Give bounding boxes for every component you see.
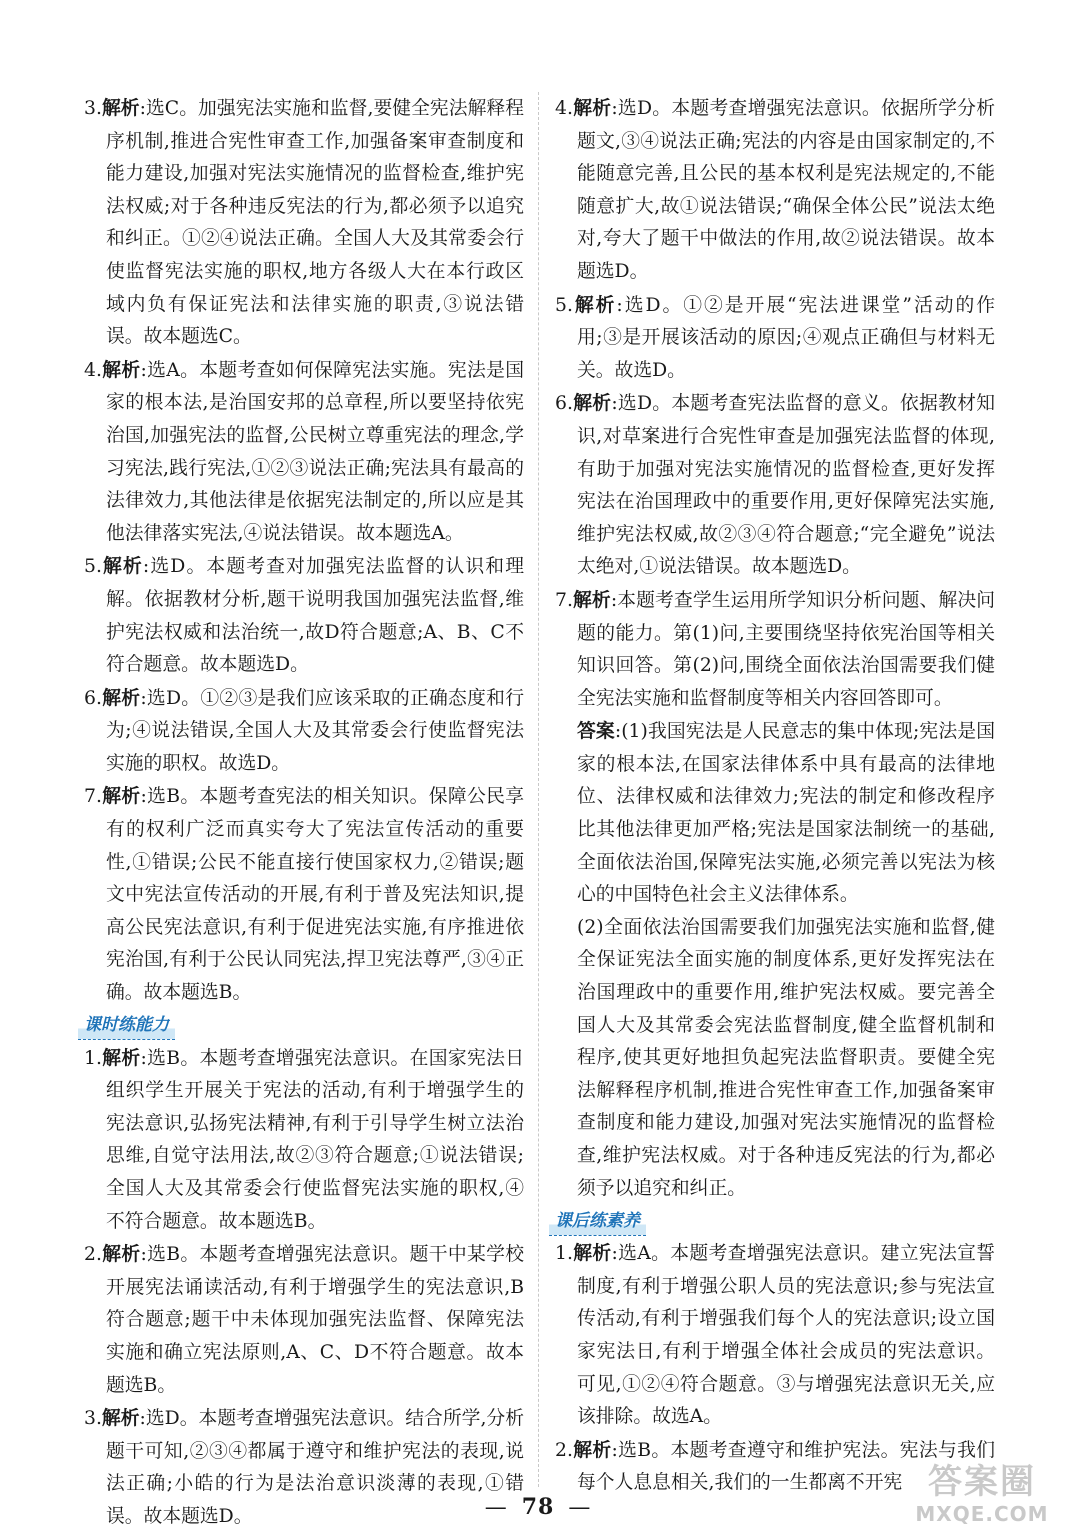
answer-item: 5.解析:选D。本题考查对加强宪法监督的认识和理解。依据教材分析,题干说明我国加强宪法监督,维护宪法权威和法治统一,故D符合题意;A、B、C不符合题意。故本题选D。 (84, 555, 524, 676)
answer-item: 5.解析:选D。①②是开展“宪法进课堂”活动的作用;③是开展该活动的原因;④观点正确但与材料无关。故选D。 (555, 293, 995, 381)
answer-paragraph-2: (2)全面依法治国需要我们加强宪法实施和监督,健全保证宪法全面实施的制度体系,更好发挥宪法在治国理政中的重要作用,维护宪法权威。要完善全国人大及其常委会宪法监督制度,健全监督机制和程序,使其更好地担负起宪法监督职责。要健全宪法解释程序机制,推进合宪性审查工作,加强备案审查制度和能力建设,加强对宪法实施情况的监督检查,维护宪法权威。对于各种违反宪法的行为,都必须予以追究和纠正。 (577, 916, 995, 1199)
answer-item: 7.解析:选B。本题考查宪法的相关知识。保障公民享有的权利广泛而真实夸大了宪法宣传活动的重要性,①错误;公民不能直接行使国家权力,②错误;题文中宪法宣传活动的开展,有利于普及宪法知识,提高公民宪法意识,有利于促进宪法实施,有序推进依宪治国,有利于公民认同宪法,捍卫宪法尊严,③④正确。故本题选B。 (84, 785, 524, 1004)
answer-item: 4.解析:选D。本题考查增强宪法意识。依据所学分析题文,③④说法正确;宪法的内容是由国家制定的,不能随意完善,且公民的基本权利是宪法规定的,不能随意扩大,故①说法错误;“确保全体公民”说法太绝对,夸大了题干中做法的作用,故②说法错误。故本题选D。 (555, 97, 996, 282)
left-column (84, 92, 524, 1534)
answer-item: 2.解析:选B。本题考查遵守和维护宪法。宪法与我们每个人息息相关,我们的一生都离不开宪 (555, 1438, 995, 1494)
answer-item: 3.解析:选D。本题考查增强宪法意识。结合所学,分析题干可知,②③④都属于遵守和维护宪法的表现,说法正确;小皓的行为是法治意识淡薄的表现,①错误。故本题选D。 (84, 1407, 525, 1527)
watermark-logo: 答案圈 MXQE.COM (915, 1462, 1049, 1526)
answer-paragraph-1: 答案:(1)我国宪法是人民意志的集中体现;宪法是国家的根本法,在国家法律体系中具有最高的法律地位、法律权威和法律效力;宪法的制定和修改程序比其他法律更加严格;宪法是国家法制统一的基础,全面依法治国,保障宪法实施,必须完善以宪法为核心的中国特色社会主义法律体系。 (577, 720, 995, 906)
answer-item: 2.解析:选B。本题考查增强宪法意识。题干中某学校开展宪法诵读活动,有利于增强学生的宪法意识,B符合题意;题干中未体现加强宪法监督、保障宪法实施和确立宪法原则,A、C、D不符合题意。故本题选B。 (84, 1243, 524, 1396)
answer-item: 1.解析:选A。本题考查增强宪法意识。建立宪法宣誓制度,有利于增强公职人员的宪法意识;参与宪法宣传活动,有利于增强我们每个人的宪法意识;设立国家宪法日,有利于增强全体社会成员的宪法意识。可见,①②④符合题意。③与增强宪法意识无关,应该排除。故选A。 (555, 1242, 996, 1428)
answer-item: 1.解析:选B。本题考查增强宪法意识。在国家宪法日组织学生开展关于宪法的活动,有利于增强学生的宪法意识,弘扬宪法精神,有利于引导学生树立法治思维,自觉守法用法,故②③符合题意;①说法错误;全国人大及其常委会行使监督宪法实施的职权,④不符合题意。故本题选B。 (84, 1046, 524, 1232)
page-number: — 78 — (484, 1494, 592, 1520)
section-title-after-class: 课后练素养 (549, 1207, 646, 1236)
answer-item: 6.解析:选D。本题考查宪法监督的意义。依据教材知识,对草案进行合宪性审查是加强宪法监督的体现,有助于加强对宪法实施情况的监督检查,更好发挥宪法在治国理政中的重要作用,更好保障宪法实施,维护宪法权威,故②③④符合题意;“完全避免”说法太绝对,①说法错误。故本题选D。 (555, 392, 996, 578)
column-divider (538, 92, 539, 1487)
section-title-class-practice: 课时练能力 (78, 1011, 175, 1040)
answer-item: 6.解析:选D。①②③是我们应该采取的正确态度和行为;④说法错误,全国人大及其常委会行使监督宪法实施的职权。故选D。 (84, 686, 525, 774)
right-column (555, 92, 995, 1500)
answer-item: 4.解析:选A。本题考查如何保障宪法实施。宪法是国家的根本法,是治国安邦的总章程,所以要坚持依宪治国,加强宪法的监督,公民树立尊重宪法的理念,学习宪法,践行宪法,①②③说法正确;宪法具有最高的法律效力,其他法律是依据宪法制定的,所以应是其他法律落实宪法,④说法错误。故本题选A。 (84, 358, 525, 544)
answer-item: 3.解析:选C。加强宪法实施和监督,要健全宪法解释程序机制,推进合宪性审查工作,加强备案审查制度和能力建设,加强对宪法实施情况的监督检查,维护宪法权威;对于各种违反宪法的行为,都必须予以追究和纠正。①②④说法正确。全国人大及其常委会行使监督宪法实施的职权,地方各级人大在本行政区域内负有保证宪法和法律实施的职责,③说法错误。故本题选C。 (84, 97, 524, 348)
answer-item: 7.解析:本题考查学生运用所学知识分析问题、解决问题的能力。第(1)问,主要围绕坚持依宪治国等相关知识回答。第(2)问,围绕全面依法治国需要我们健全宪法实施和监督制度等相关内容回答即可。 (555, 588, 996, 709)
